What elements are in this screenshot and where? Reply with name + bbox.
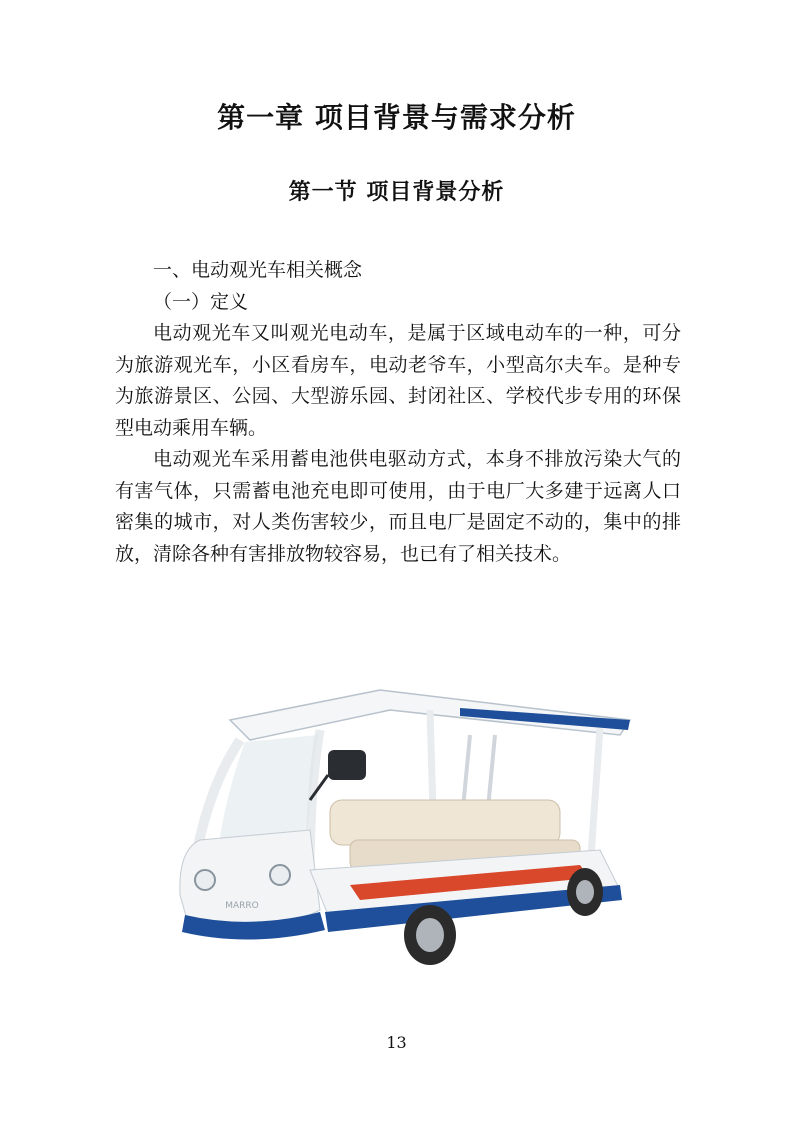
chapter-title: 第一章 项目背景与需求分析: [217, 101, 576, 134]
section-title: 第一节 项目背景分析: [288, 180, 505, 205]
body-text: [115, 255, 681, 570]
vehicle-illustration: [160, 680, 640, 1000]
paragraph-definition: 电动观光车又叫观光电动车，是属于区域电动车的一种，可分为旅游观光车，小区看房车，电动老爷车，小型高尔夫车。是种专为旅游景区、公园、大型游乐园、封闭社区、学校代步专用的环保型电动乘用车辆。: [115, 322, 681, 439]
paragraph-power: 电动观光车采用蓄电池供电驱动方式，本身不排放污染大气的有害气体，只需蓄电池充电即可使用，由于电厂大多建于远离人口密集的城市，对人类伤害较少，而且电厂是固定不动的，集中的排放，清除各种有害排放物较容易，也已有了相关技术。: [115, 448, 681, 565]
vehicle-badge: MARRO: [225, 901, 259, 911]
page-number: 13: [386, 1033, 407, 1052]
post-rear: [590, 728, 600, 870]
headlight-left: [195, 870, 215, 890]
headlight-right: [270, 865, 290, 885]
heading-concepts: 一、电动观光车相关概念: [153, 259, 363, 281]
side-mirror: [328, 750, 366, 780]
seat-backs: [330, 800, 560, 845]
heading-definition: （一）定义: [153, 290, 249, 313]
electric-sightseeing-car-image: [160, 680, 640, 1000]
